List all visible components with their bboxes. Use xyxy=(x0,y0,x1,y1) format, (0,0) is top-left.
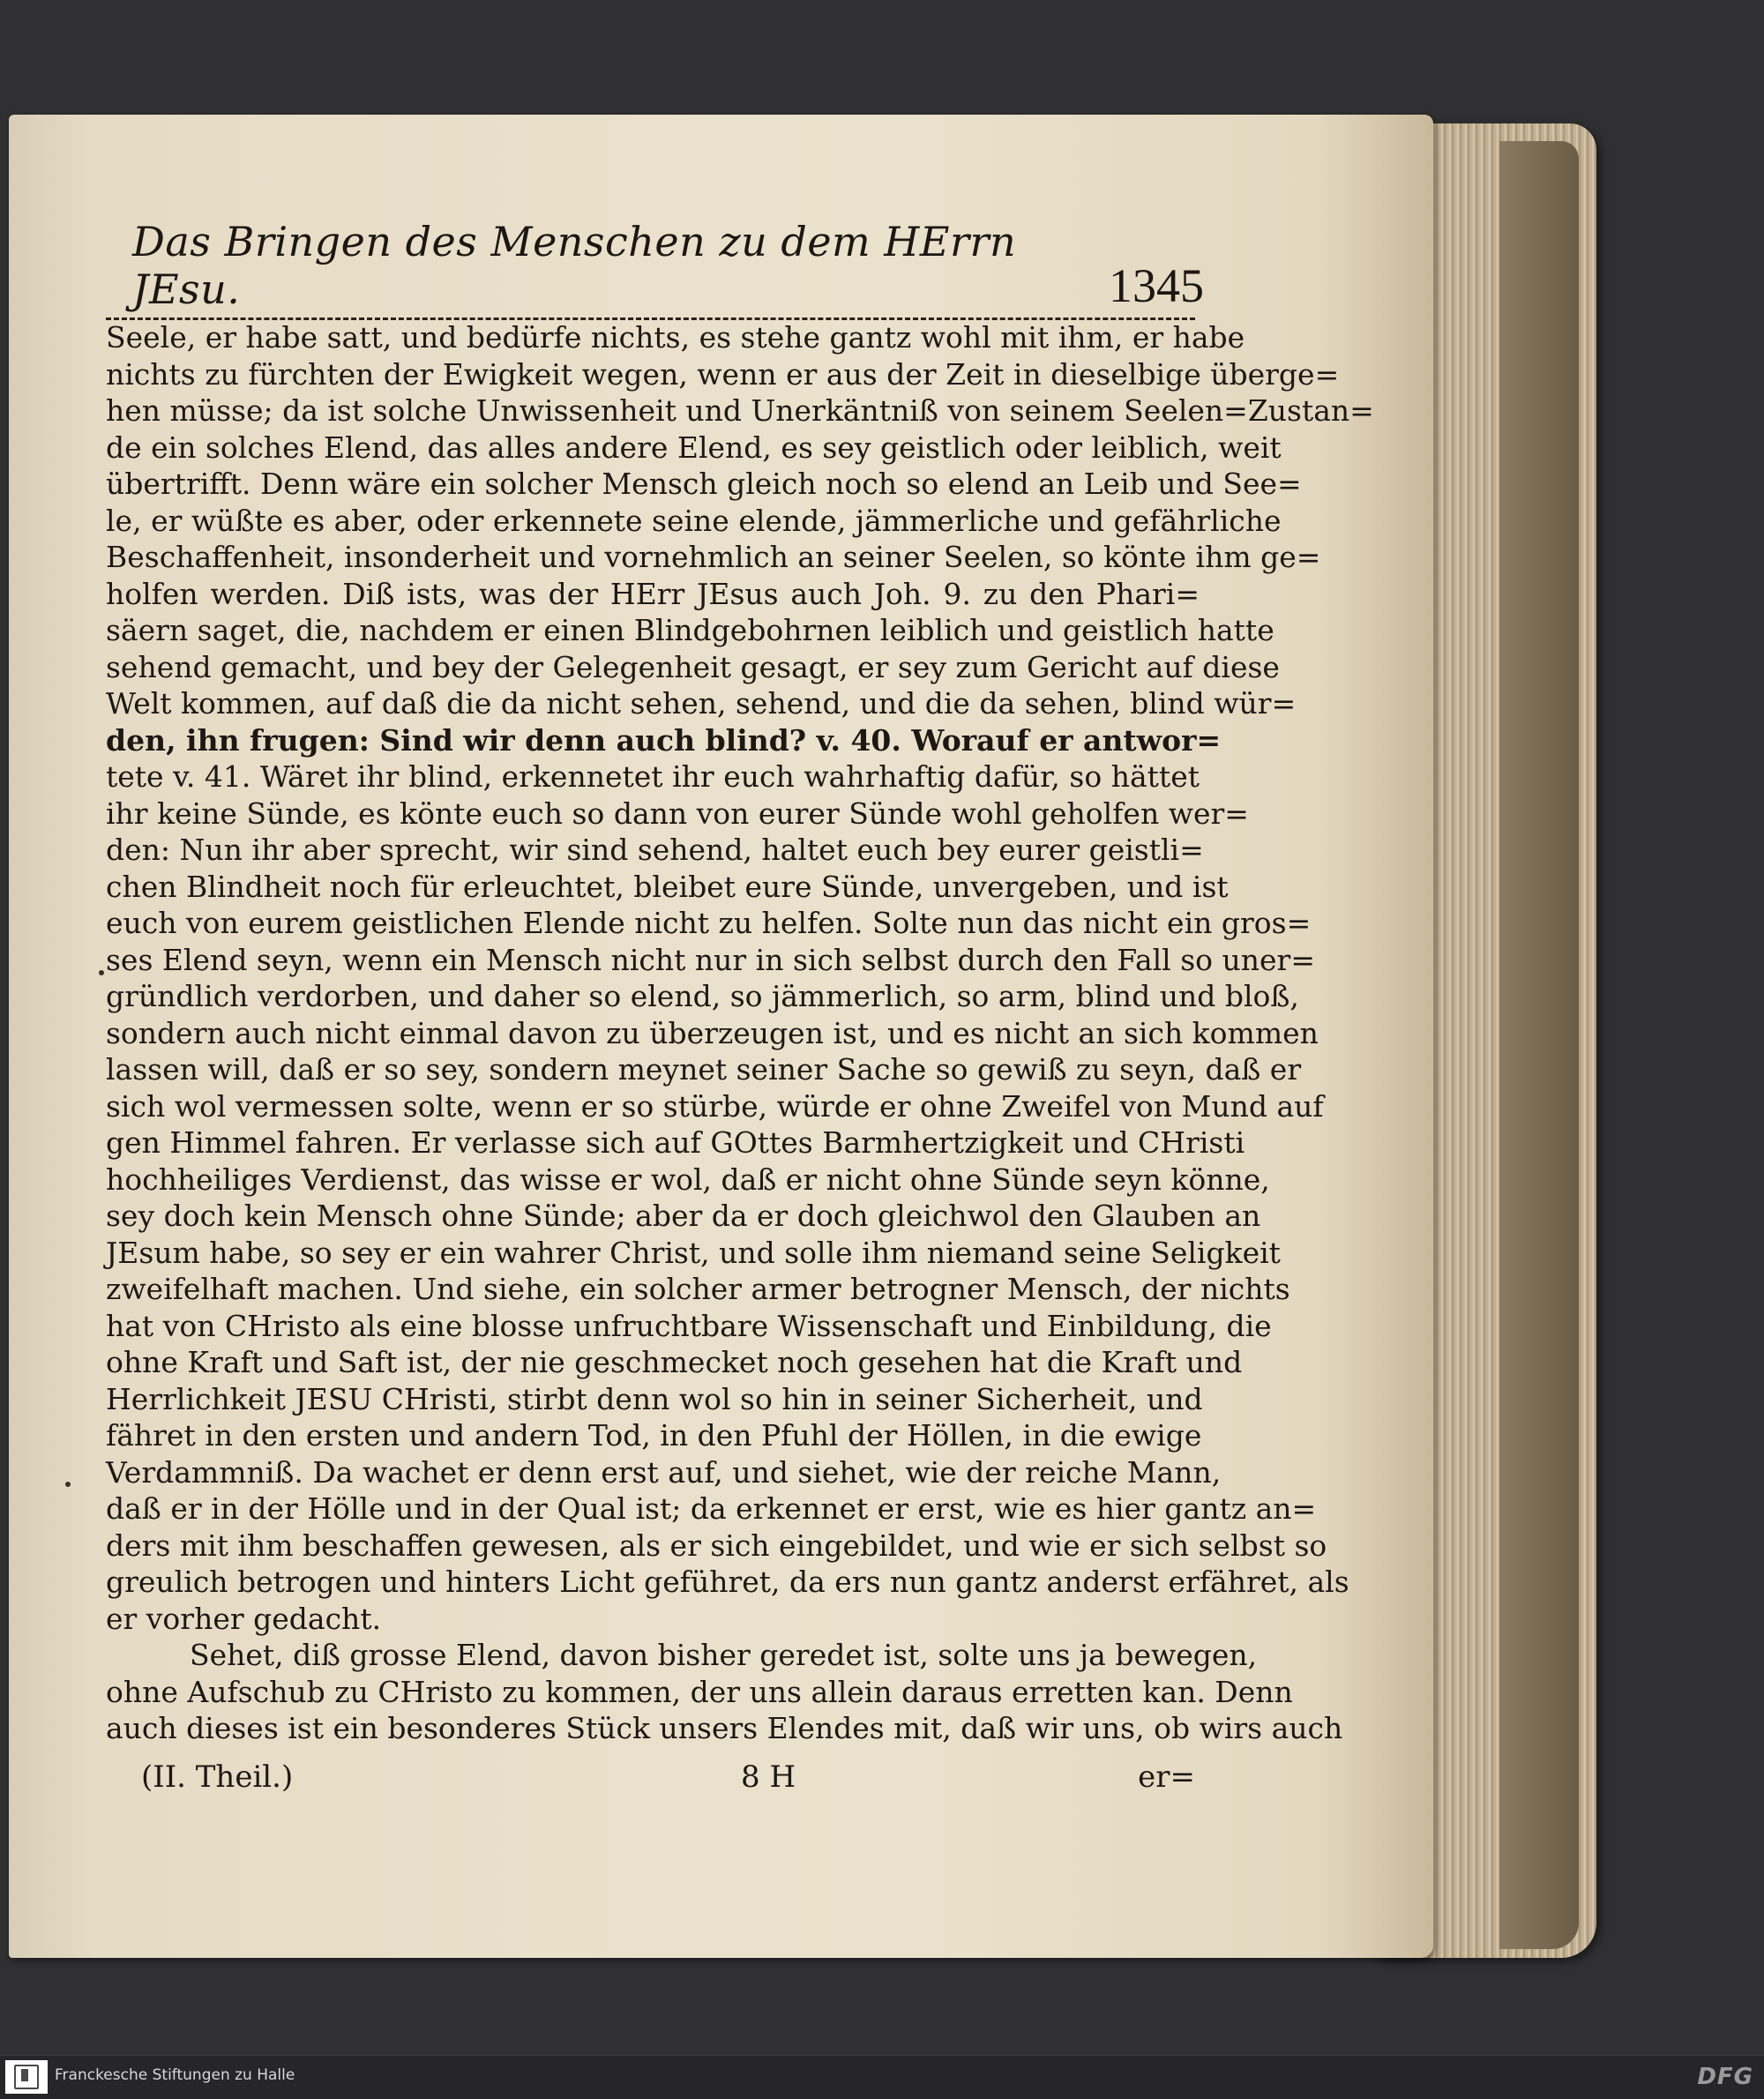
text-line: Beschaffenheit, insonderheit und vornehmlich an seiner Seelen, so könte ihm ge= xyxy=(106,540,1321,574)
volume-signature: (II. Theil.) xyxy=(141,1759,294,1795)
text-line: ses Elend seyn, wenn ein Mensch nicht nur in sich selbst durch den Fall so uner= xyxy=(106,942,1315,977)
gathering-signature: 8 H xyxy=(741,1759,796,1795)
running-head: Das Bringen des Menschen zu dem HErrn JEsu. xyxy=(132,218,1017,313)
text-line: tete v. 41. Wäret ihr blind, erkennetet ihr euch wahrhaftig dafür, so hättet xyxy=(106,759,1200,794)
text-line: hochheiliges Verdienst, das wisse er wol, daß er nicht ohne Sünde seyn könne, xyxy=(106,1162,1270,1197)
viewer-footer-bar xyxy=(0,2055,1764,2099)
text-line: holfen werden. Diß ists, was der HErr JEsus auch Joh. 9. zu den Phari= xyxy=(106,576,1200,611)
text-line: zweifelhaft machen. Und siehe, ein solcher armer betrogner Mensch, der nichts xyxy=(106,1272,1290,1306)
text-line: gründlich verdorben, und daher so elend, so jämmerlich, so arm, blind und bloß, xyxy=(106,979,1299,1013)
text-line: ohne Kraft und Saft ist, der nie geschmecket noch gesehen hat die Kraft und xyxy=(106,1345,1243,1379)
text-line: sondern auch nicht einmal davon zu überzeugen ist, und es nicht an sich kommen xyxy=(106,1015,1319,1050)
page-header xyxy=(132,218,1204,313)
dfg-logo[interactable]: DFG xyxy=(1697,2064,1753,2090)
text-line: hat von CHristo als eine blosse unfruchtbare Wissenschaft und Einbildung, die xyxy=(106,1308,1272,1343)
text-line: euch von eurem geistlichen Elende nicht zu helfen. Solte nun das nicht ein gros= xyxy=(106,906,1312,940)
catchword: er= xyxy=(1138,1759,1195,1795)
text-line: Sehet, diß grosse Elend, davon bisher geredet ist, solte uns ja bewegen, xyxy=(190,1638,1258,1672)
text-line: daß er in der Hölle und in der Qual ist; da erkennet er erst, wie es hier gantz an= xyxy=(106,1491,1317,1526)
institution-logo-icon xyxy=(14,2065,39,2089)
text-line: Verdammniß. Da wachet er denn erst auf, und siehet, wie der reiche Mann, xyxy=(106,1454,1222,1490)
text-line: den, ihn frugen: Sind wir denn auch blind? v. 40. Worauf er antwor= xyxy=(106,722,1222,758)
text-line: greulich betrogen und hinters Licht geführet, da ers nun gantz anderst erfähret, als xyxy=(106,1565,1349,1599)
text-line: auch dieses ist ein besonderes Stück unsers Elendes mit, daß wir uns, ob wirs auch xyxy=(106,1711,1343,1745)
text-line: JEsum habe, so sey er ein wahrer Christ, und solle ihm niemand seine Seligkeit xyxy=(106,1235,1281,1270)
text-line: er vorher gedacht. xyxy=(106,1601,382,1636)
text-line: gen Himmel fahren. Er verlasse sich auf GOttes Barmhertzigkeit und CHristi xyxy=(106,1125,1245,1160)
text-line: sich wol vermessen solte, wenn er so stürbe, würde er ohne Zweifel von Mund auf xyxy=(106,1088,1324,1124)
body-text xyxy=(106,319,1374,1747)
text-line: ohne Aufschub zu CHristo zu kommen, der uns allein daraus erretten kan. Denn xyxy=(106,1674,1293,1709)
text-line: übertrifft. Denn wäre ein solcher Mensch gleich noch so elend an Leib und See= xyxy=(106,467,1302,501)
book-cover-edge xyxy=(1499,141,1579,1949)
text-line: sehend gemacht, und bey der Gelegenheit gesagt, er sey zum Gericht auf diese xyxy=(106,649,1280,684)
text-line: fähret in den ersten und andern Tod, in den Pfuhl der Höllen, in die ewige xyxy=(106,1418,1202,1453)
text-line: le, er wüßte es aber, oder erkennete seine elende, jämmerliche und gefährliche xyxy=(106,503,1282,538)
text-line: hen müsse; da ist solche Unwissenheit und Unerkäntniß von seinem Seelen=Zustan= xyxy=(106,393,1374,428)
text-line: säern saget, die, nachdem er einen Blindgebohrnen leiblich und geistlich hatte xyxy=(106,613,1274,647)
text-line: Welt kommen, auf daß die da nicht sehen, sehend, und die da sehen, blind wür= xyxy=(106,686,1297,721)
ink-mark xyxy=(65,1482,71,1487)
page-number: 1345 xyxy=(1109,259,1204,312)
institution-name[interactable]: Franckesche Stiftungen zu Halle xyxy=(55,2066,295,2084)
institution-logo[interactable] xyxy=(5,2060,48,2094)
text-line: nichts zu fürchten der Ewigkeit wegen, wenn er aus der Zeit in dieselbige überge= xyxy=(106,356,1340,392)
text-line: sey doch kein Mensch ohne Sünde; aber da er doch gleichwol den Glauben an xyxy=(106,1199,1261,1233)
text-line: lassen will, daß er so sey, sondern meynet seiner Sache so gewiß zu seyn, daß er xyxy=(106,1052,1302,1087)
text-line: Seele, er habe satt, und bedürfe nichts, es stehe gantz wohl mit ihm, er habe xyxy=(106,320,1245,355)
text-line: Herrlichkeit JESU CHristi, stirbt denn wol so hin in seiner Sicherheit, und xyxy=(106,1381,1203,1416)
text-line: de ein solches Elend, das alles andere Elend, es sey geistlich oder leiblich, weit xyxy=(106,430,1282,465)
text-line: chen Blindheit noch für erleuchtet, bleibet eure Sünde, unvergeben, und ist xyxy=(106,869,1229,904)
ink-mark xyxy=(99,970,104,975)
text-line: ihr keine Sünde, es könte euch so dann von eurer Sünde wohl geholfen wer= xyxy=(106,796,1249,831)
text-line: ders mit ihm beschaffen gewesen, als er sich eingebildet, und wie er sich selbst so xyxy=(106,1528,1327,1563)
page-footer xyxy=(141,1759,1195,1804)
text-line: den: Nun ihr aber sprecht, wir sind sehend, haltet euch bey eurer geistli= xyxy=(106,833,1204,867)
